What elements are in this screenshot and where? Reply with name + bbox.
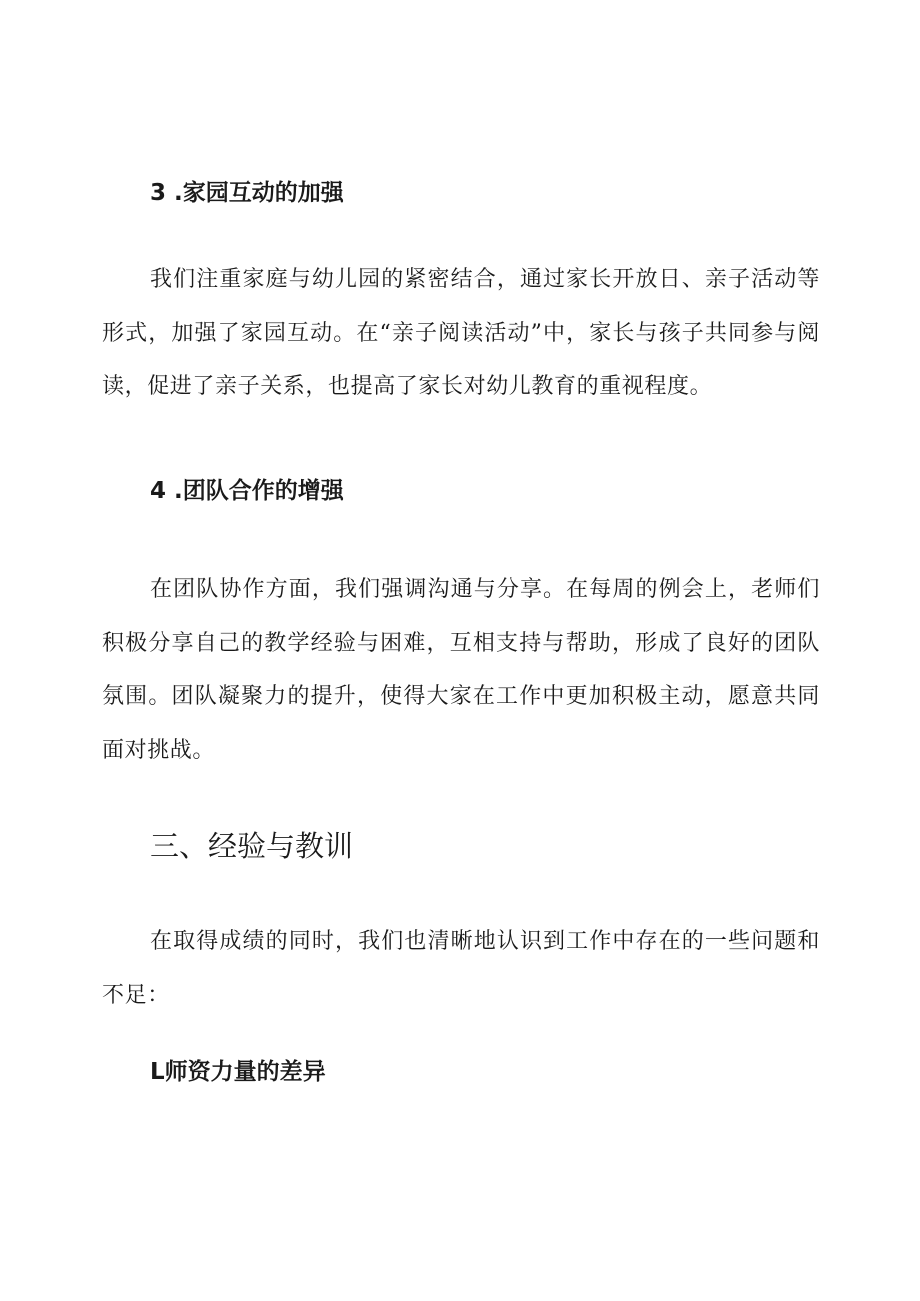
paragraph-experience-intro: 在取得成绩的同时，我们也清晰地认识到工作中存在的一些问题和不足：	[102, 929, 820, 1008]
subsection-heading-home-school-interaction: 3 .家园互动的加强	[150, 180, 344, 206]
paragraph-team-cooperation: 在团队协作方面，我们强调沟通与分享。在每周的例会上，老师们积极分享自己的教学经验与困难，互相支持与帮助，形成了良好的团队氛围。团队凝聚力的提升，使得大家在工作中更加积极主动，愿意共同面对挑战。	[102, 577, 820, 763]
subsection-heading-teacher-strength: L师资力量的差异	[150, 1059, 326, 1085]
paragraph-home-school-interaction: 我们注重家庭与幼儿园的紧密结合，通过家长开放日、亲子活动等形式，加强了家园互动。在“亲子阅读活动”中，家长与孩子共同参与阅读，促进了亲子关系，也提高了家长对幼儿教育的重视程度。	[102, 267, 820, 399]
section-heading-experience-lessons: 三、经验与教训	[150, 829, 354, 863]
subsection-heading-team-cooperation: 4 .团队合作的增强	[150, 478, 344, 504]
